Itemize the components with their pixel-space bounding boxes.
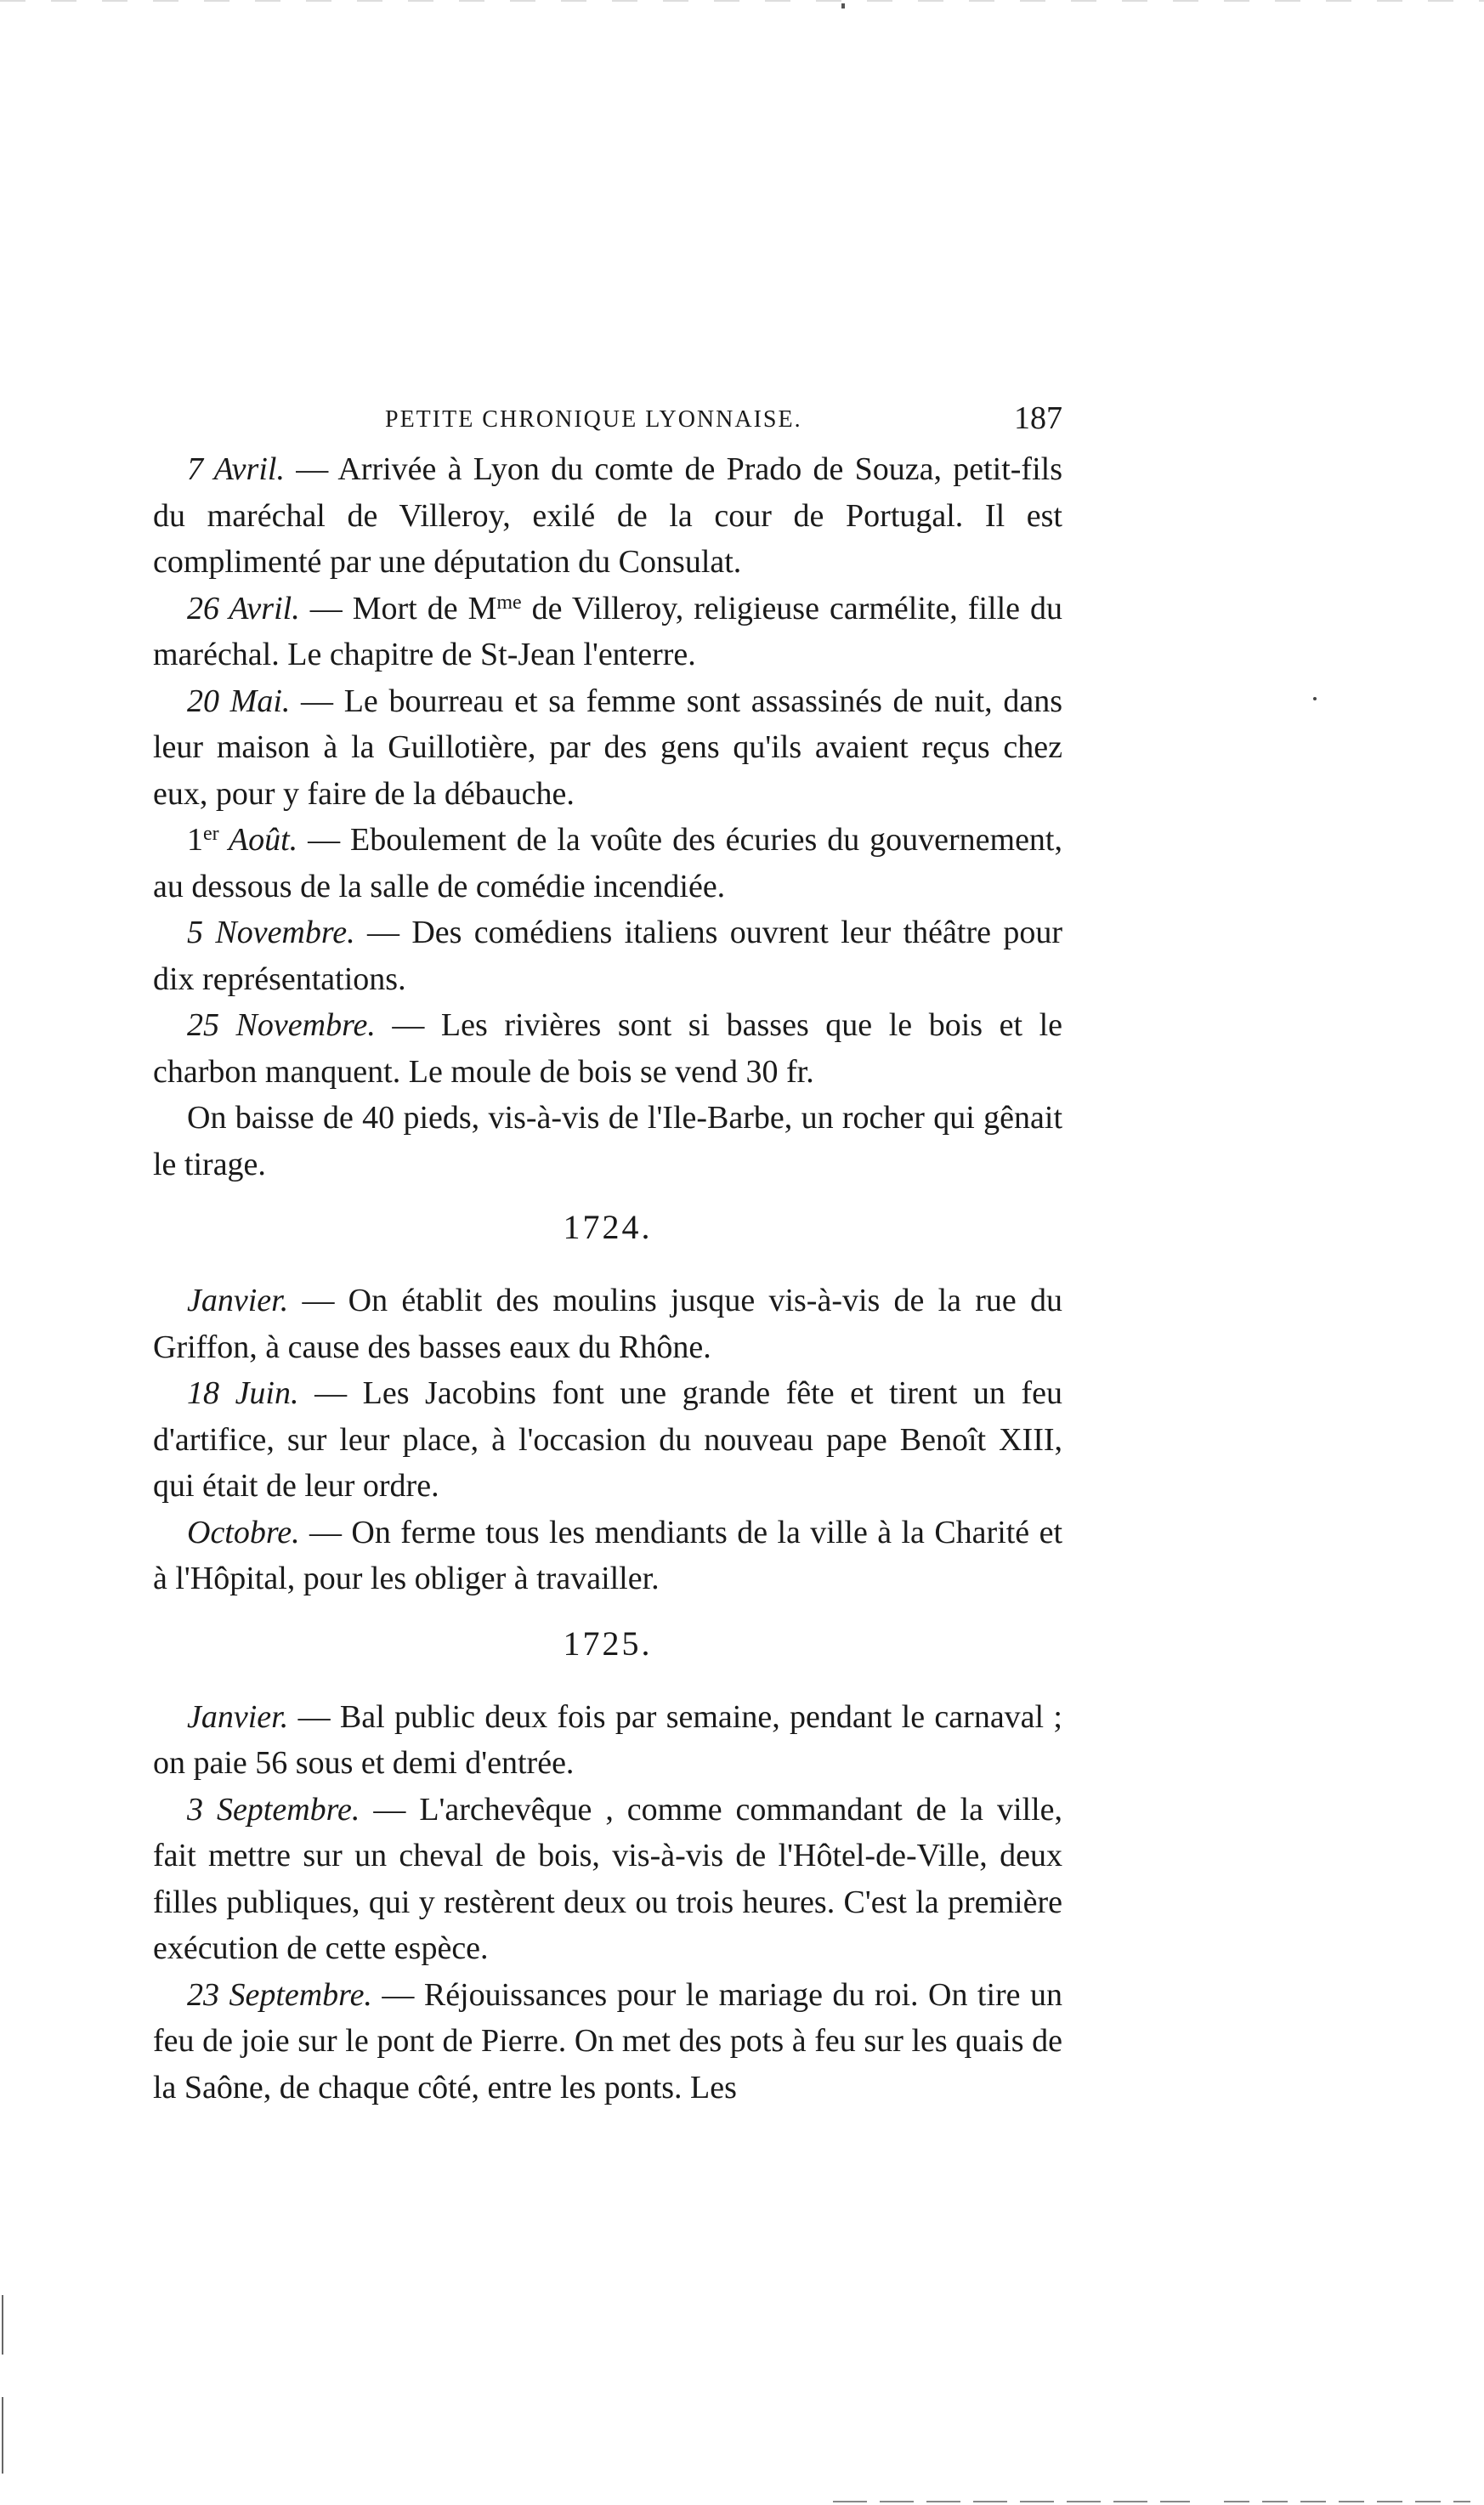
entry-text: — On établit des moulins jusque vis-à-vis de la rue du Griffon, à cause des basses eaux du Rhône. — [153, 1283, 1062, 1365]
entry-paragraph — [153, 1510, 1062, 1602]
entry-text: — Les Jacobins font une grande fête et tirent un feu d'artifice, sur leur place, à l'occasion du nouveau pape Benoît XIII, qui était de leur ordre. — [153, 1375, 1062, 1504]
entry-date: 23 Septembre. — [187, 1976, 372, 2013]
scan-edge-left — [2, 2295, 3, 2355]
entry-text: — Arrivée à Lyon du comte de Prado de Souza, petit-fils du maréchal de Villeroy, exilé de la cour de Portugal. Il est complimenté par une députation du Consulat. — [153, 451, 1062, 580]
entry-text: — Eboulement de la voûte des écuries du gouvernement, au dessous de la salle de comédie incendiée. — [153, 822, 1062, 904]
entry-text: — Bal public deux fois par semaine, pendant le carnaval ; on paie 56 sous et demi d'entrée. — [153, 1698, 1062, 1781]
scan-edge-top — [0, 0, 1484, 2]
scan-edge-left — [2, 2397, 3, 2474]
entry-date: 3 Septembre. — [187, 1791, 360, 1828]
entry-date: Janvier. — [187, 1283, 289, 1318]
entry-paragraph — [153, 1278, 1062, 1370]
body-text — [153, 446, 1062, 2111]
year-heading: 1724. — [563, 1208, 653, 1246]
entry-date-prefix: 1 — [187, 822, 203, 858]
entry-paragraph — [153, 1002, 1062, 1095]
scan-edge-bottom — [833, 2501, 1190, 2502]
entry-text: — Les rivières sont si basses que le bois et le charbon manquent. Le moule de bois se vend 30 fr. — [153, 1007, 1062, 1090]
entry-text: — Mort de M — [299, 590, 497, 626]
entry-date: 18 Juin. — [187, 1375, 299, 1411]
superscript: me — [496, 591, 522, 614]
entry-paragraph — [153, 1694, 1062, 1787]
entry-date: Janvier. — [187, 1698, 289, 1735]
entry-text: de Villeroy, religieuse carmélite, fille du maréchal. Le chapitre de St-Jean l'enterre. — [153, 590, 1063, 672]
entry-text: — Réjouissances pour le mariage du roi. On tire un feu de joie sur le pont de Pierre. On met des pots à feu sur les quais de la Saône, de chaque côté, entre les ponts. Les — [153, 1976, 1062, 2105]
entry-paragraph — [153, 910, 1062, 1002]
entry-date: Août. — [218, 822, 298, 858]
entry-paragraph — [153, 1095, 1062, 1187]
entry-text: — On ferme tous les mendiants de la ville à la Charité et à l'Hôpital, pour les obliger à travailler. — [153, 1514, 1062, 1596]
scan-speck — [841, 3, 845, 9]
entry-paragraph — [153, 1972, 1062, 2111]
scan-edge-bottom — [1224, 2501, 1470, 2502]
entry-paragraph — [153, 586, 1062, 678]
entry-paragraph — [153, 817, 1062, 910]
entry-date: 7 Avril. — [187, 451, 285, 487]
entry-paragraph — [153, 678, 1062, 818]
running-head-title: PETITE CHRONIQUE LYONNAISE. — [385, 406, 802, 433]
scan-speck — [1313, 697, 1317, 700]
entry-date: 25 Novembre. — [187, 1007, 376, 1043]
entry-date: Octobre. — [187, 1514, 300, 1550]
entry-text: — Le bourreau et sa femme sont assassinés de nuit, dans leur maison à la Guillotière, par des gens qu'ils avaient reçus chez eux, pour y faire de la débauche. — [153, 683, 1063, 812]
page-number: 187 — [1014, 400, 1062, 436]
entry-paragraph — [153, 446, 1062, 586]
entry-paragraph — [153, 1787, 1062, 1972]
entry-date: 26 Avril. — [187, 590, 300, 626]
entry-date: 20 Mai. — [187, 683, 291, 719]
year-heading: 1725. — [563, 1624, 653, 1663]
running-head — [185, 400, 1071, 442]
entry-text: On baisse de 40 pieds, vis-à-vis de l'Ile-Barbe, un rocher qui gênait le tirage. — [153, 1100, 1062, 1182]
entry-paragraph — [153, 1370, 1062, 1510]
superscript: er — [203, 823, 219, 845]
entry-text: — L'archevêque , comme commandant de la ville, fait mettre sur un cheval de bois, vis-à-vis de l'Hôtel-de-Ville, deux filles publiques, qui y restèrent deux ou trois heures. C'est la première exécution de cette espèce. — [153, 1791, 1062, 1966]
entry-date: 5 Novembre. — [187, 915, 355, 950]
entry-text: — Des comédiens italiens ouvrent leur théâtre pour dix représentations. — [153, 915, 1063, 997]
